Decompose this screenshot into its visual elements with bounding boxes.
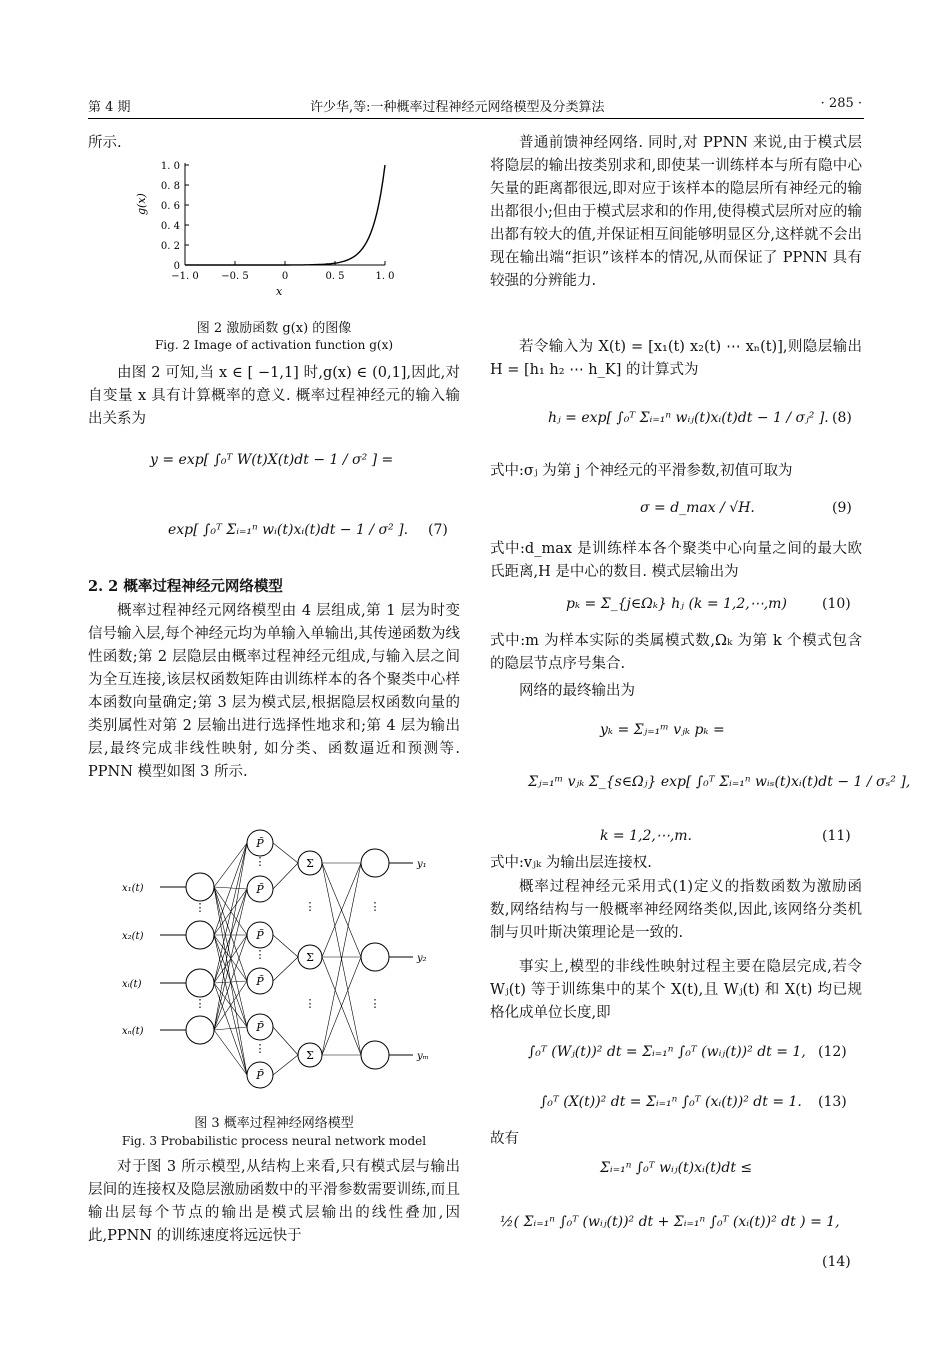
eq14-line1: Σᵢ₌₁ⁿ ∫₀ᵀ wᵢⱼ(t)xᵢ(t)dt ≤	[600, 1160, 753, 1176]
input-label: xₙ(t)	[122, 1026, 144, 1037]
fig2-ytick-label: 0. 4	[160, 221, 180, 232]
right-para-9: 事实上,模型的非线性映射过程主要在隐层完成,若令 Wⱼ(t) 等于训练集中的某个 X(t),且 Wⱼ(t) 和 X(t) 均已规格化成单位长度,即	[490, 959, 862, 1021]
ellipsis: ⋮	[194, 901, 206, 914]
right-para-4: 式中:d_max 是训练样本各个聚类中心向量之间的最大欧氏距离,H 是中心的数目. 模式层输出为	[490, 541, 862, 580]
ellipsis: ⋮	[304, 997, 316, 1010]
fig2-xtick-label: 1. 0	[375, 271, 395, 282]
left-para-1: 由图 2 可知,当 x ∈ [ −1,1] 时,g(x) ∈ (0,1],因此,对自变量 x 具有计算概率的意义. 概率过程神经元的输入输出关系为	[88, 365, 460, 427]
right-para-10: 故有	[490, 1131, 519, 1147]
page-number: · 285 ·	[820, 96, 862, 111]
ellipsis: ⋮	[254, 1042, 266, 1055]
edge	[214, 889, 247, 1030]
right-para-1: 普通前馈神经网络. 同时,对 PPNN 来说,由于模式层将隐层的输出按类别求和,即使某一训练样本与所有隐中心矢量的距离都很远,即对应于该样本的隐层所有神经元的输出都很小;但由于模式层求和的作用,使得模式层所对应的输出都有较大的值,并保证相互间能够明显区分,这样就不会出现在输出端“拒识”该样本的情况,从而保证了 PPNN 具有较强的分辨能力.	[490, 135, 862, 289]
eq10: pₖ = Σ_{j∈Ωₖ} hⱼ (k = 1,2,⋯,m)	[566, 596, 787, 612]
eq8: hⱼ = exp[ ∫₀ᵀ Σᵢ₌₁ⁿ wᵢⱼ(t)xᵢ(t)dt − 1 / σⱼ² ].	[548, 410, 829, 426]
edge	[273, 843, 298, 863]
eq10-number: (10)	[822, 596, 851, 612]
edge	[273, 863, 298, 889]
input-label: x₂(t)	[122, 931, 144, 942]
edge	[273, 1055, 298, 1075]
eq12-number: (12)	[818, 1044, 847, 1060]
running-title: 许少华,等:一种概率过程神经元网络模型及分类算法	[310, 100, 605, 115]
fig2-xtick-label: 0	[281, 271, 289, 282]
figure-2-plot	[130, 155, 430, 300]
eq11-line3: k = 1,2,⋯,m.	[600, 828, 693, 844]
edge	[273, 957, 298, 981]
ellipsis: ⋮	[304, 900, 316, 913]
eq14-line2: ½( Σᵢ₌₁ⁿ ∫₀ᵀ (wᵢⱼ(t))² dt + Σᵢ₌₁ⁿ ∫₀ᵀ (xᵢ(t))² dt ) = 1,	[500, 1214, 840, 1230]
issue-number: 第 4 期	[88, 100, 131, 115]
eq9-number: (9)	[832, 500, 852, 516]
hidden-node-label: P̃	[256, 975, 264, 988]
fig2-caption-cn: 图 2 激励函数 g(x) 的图像	[196, 321, 352, 336]
eq11-line2: Σⱼ₌₁ᵐ vⱼₖ Σ_{s∈Ωⱼ} exp[ ∫₀ᵀ Σᵢ₌₁ⁿ wᵢₛ(t)xᵢ(t)dt − 1 / σₛ² ],	[528, 774, 911, 790]
fig3-caption-cn: 图 3 概率过程神经网络模型	[194, 1116, 354, 1131]
fig3-caption-en: Fig. 3 Probabilistic process neural network model	[121, 1134, 427, 1148]
edge	[214, 843, 247, 1030]
fig2-xtick-label: 0. 5	[325, 271, 345, 282]
eq14-number: (14)	[822, 1254, 851, 1270]
input-node	[186, 969, 214, 997]
hidden-node-label: P̃	[256, 883, 264, 896]
edge	[214, 843, 247, 983]
eq7-number: (7)	[428, 522, 448, 538]
eq8-number: (8)	[832, 410, 852, 426]
right-para-7: 式中:vⱼₖ 为输出层连接权.	[490, 855, 652, 871]
eq11-number: (11)	[822, 828, 851, 844]
pattern-node-label: Σ	[306, 951, 314, 964]
fig2-xtick-label: −1. 0	[171, 271, 199, 282]
header-rule	[88, 118, 864, 119]
fig2-ytick-label: 0. 6	[160, 201, 180, 212]
pattern-node-label: Σ	[306, 1049, 314, 1062]
fig2-ytick-label: 0	[173, 261, 180, 272]
eq7-line1: y = exp[ ∫₀ᵀ W(t)X(t)dt − 1 / σ² ] =	[150, 452, 394, 468]
input-node	[186, 873, 214, 901]
output-node	[361, 849, 389, 877]
input-label: x₁(t)	[122, 883, 144, 894]
eq13-number: (13)	[818, 1094, 847, 1110]
input-node	[186, 1016, 214, 1044]
output-label: y₁	[417, 859, 427, 870]
fig2-xtick-label: −0. 5	[221, 271, 249, 282]
right-para-2: 若令输入为 X(t) = [x₁(t) x₂(t) ⋯ xₙ(t)],则隐层输出 H = [h₁ h₂ ⋯ h_K] 的计算式为	[490, 339, 862, 378]
fig2-ytick-label: 0. 2	[160, 241, 180, 252]
hidden-node-label: P̃	[256, 1021, 264, 1034]
edge	[214, 1030, 247, 1075]
ellipsis: ⋮	[254, 855, 266, 868]
edge	[214, 983, 247, 1075]
input-label: xᵢ(t)	[122, 979, 142, 990]
ellipsis: ⋮	[369, 997, 381, 1010]
eq13: ∫₀ᵀ (X(t))² dt = Σᵢ₌₁ⁿ ∫₀ᵀ (xᵢ(t))² dt = 1.	[540, 1094, 802, 1110]
eq11-line1: yₖ = Σⱼ₌₁ᵐ vⱼₖ pₖ =	[600, 722, 725, 738]
fig2-ytick-label: 1. 0	[160, 161, 180, 172]
right-para-3: 式中:σⱼ 为第 j 个神经元的平滑参数,初值可取为	[490, 463, 793, 479]
fig2-ytick-label: 0. 8	[160, 181, 180, 192]
right-para-5: 式中:m 为样本实际的类属模式数,Ωₖ 为第 k 个模式包含的隐层节点序号集合.	[490, 633, 862, 672]
hidden-node-label: P̃	[256, 1069, 264, 1082]
output-node	[361, 943, 389, 971]
output-label: yₘ	[417, 1051, 429, 1062]
activation-curve	[185, 165, 385, 265]
ellipsis: ⋮	[254, 948, 266, 961]
output-node	[361, 1041, 389, 1069]
eq9: σ = d_max / √H.	[640, 500, 755, 516]
left-intro: 所示.	[88, 135, 122, 151]
edge	[273, 935, 298, 957]
hidden-node-label: P̃	[256, 837, 264, 850]
edge	[214, 887, 247, 981]
left-para-3: 对于图 3 所示模型,从结构上来看,只有模式层与输出层间的连接权及隐层激励函数中的平滑参数需要训练,而且输出层每个节点的输出是模式层输出的线性叠加,因此,PPNN 的训练速度将远远快于	[88, 1159, 460, 1244]
hidden-node-label: P̃	[256, 929, 264, 942]
right-para-8: 概率过程神经元采用式(1)定义的指数函数为激励函数,网络结构与一般概率神经网络类似,因此,该网络分类机制与贝叶斯决策理论是一致的.	[490, 879, 862, 941]
output-label: y₂	[417, 953, 427, 964]
pattern-node-label: Σ	[306, 857, 314, 870]
fig2-caption-en: Fig. 2 Image of activation function g(x)	[154, 338, 394, 352]
ellipsis: ⋮	[194, 997, 206, 1010]
right-para-6: 网络的最终输出为	[519, 683, 635, 699]
ellipsis: ⋮	[369, 900, 381, 913]
section-heading: 2. 2 概率过程神经元网络模型	[88, 578, 283, 595]
eq12: ∫₀ᵀ (Wⱼ(t))² dt = Σᵢ₌₁ⁿ ∫₀ᵀ (wᵢⱼ(t))² dt = 1,	[528, 1044, 806, 1060]
eq7-line2: exp[ ∫₀ᵀ Σᵢ₌₁ⁿ wᵢ(t)xᵢ(t)dt − 1 / σ² ].	[168, 522, 409, 538]
left-para-2: 概率过程神经元网络模型由 4 层组成,第 1 层为时变信号输入层,每个神经元均为单输入单输出,其传递函数为线性函数;第 2 层隐层由概率过程神经元组成,与输入层之间为全互连接,该层权函数矩阵由训练样本的各个聚类中心样本函数向量确定;第 3 层为模式层,根据隐层权函数向量的类别属性对第 2 层输出进行选择性地求和;第 4 层为输出层,最终完成非线性映射, 如分类、函数逼近和预测等. PPNN 模型如图 3 所示.	[88, 603, 460, 780]
fig2-ylabel: g(x)	[135, 193, 148, 215]
input-node	[186, 921, 214, 949]
figure-3-network	[120, 825, 440, 1095]
fig2-xlabel: x	[276, 285, 283, 298]
edge	[273, 1027, 298, 1055]
